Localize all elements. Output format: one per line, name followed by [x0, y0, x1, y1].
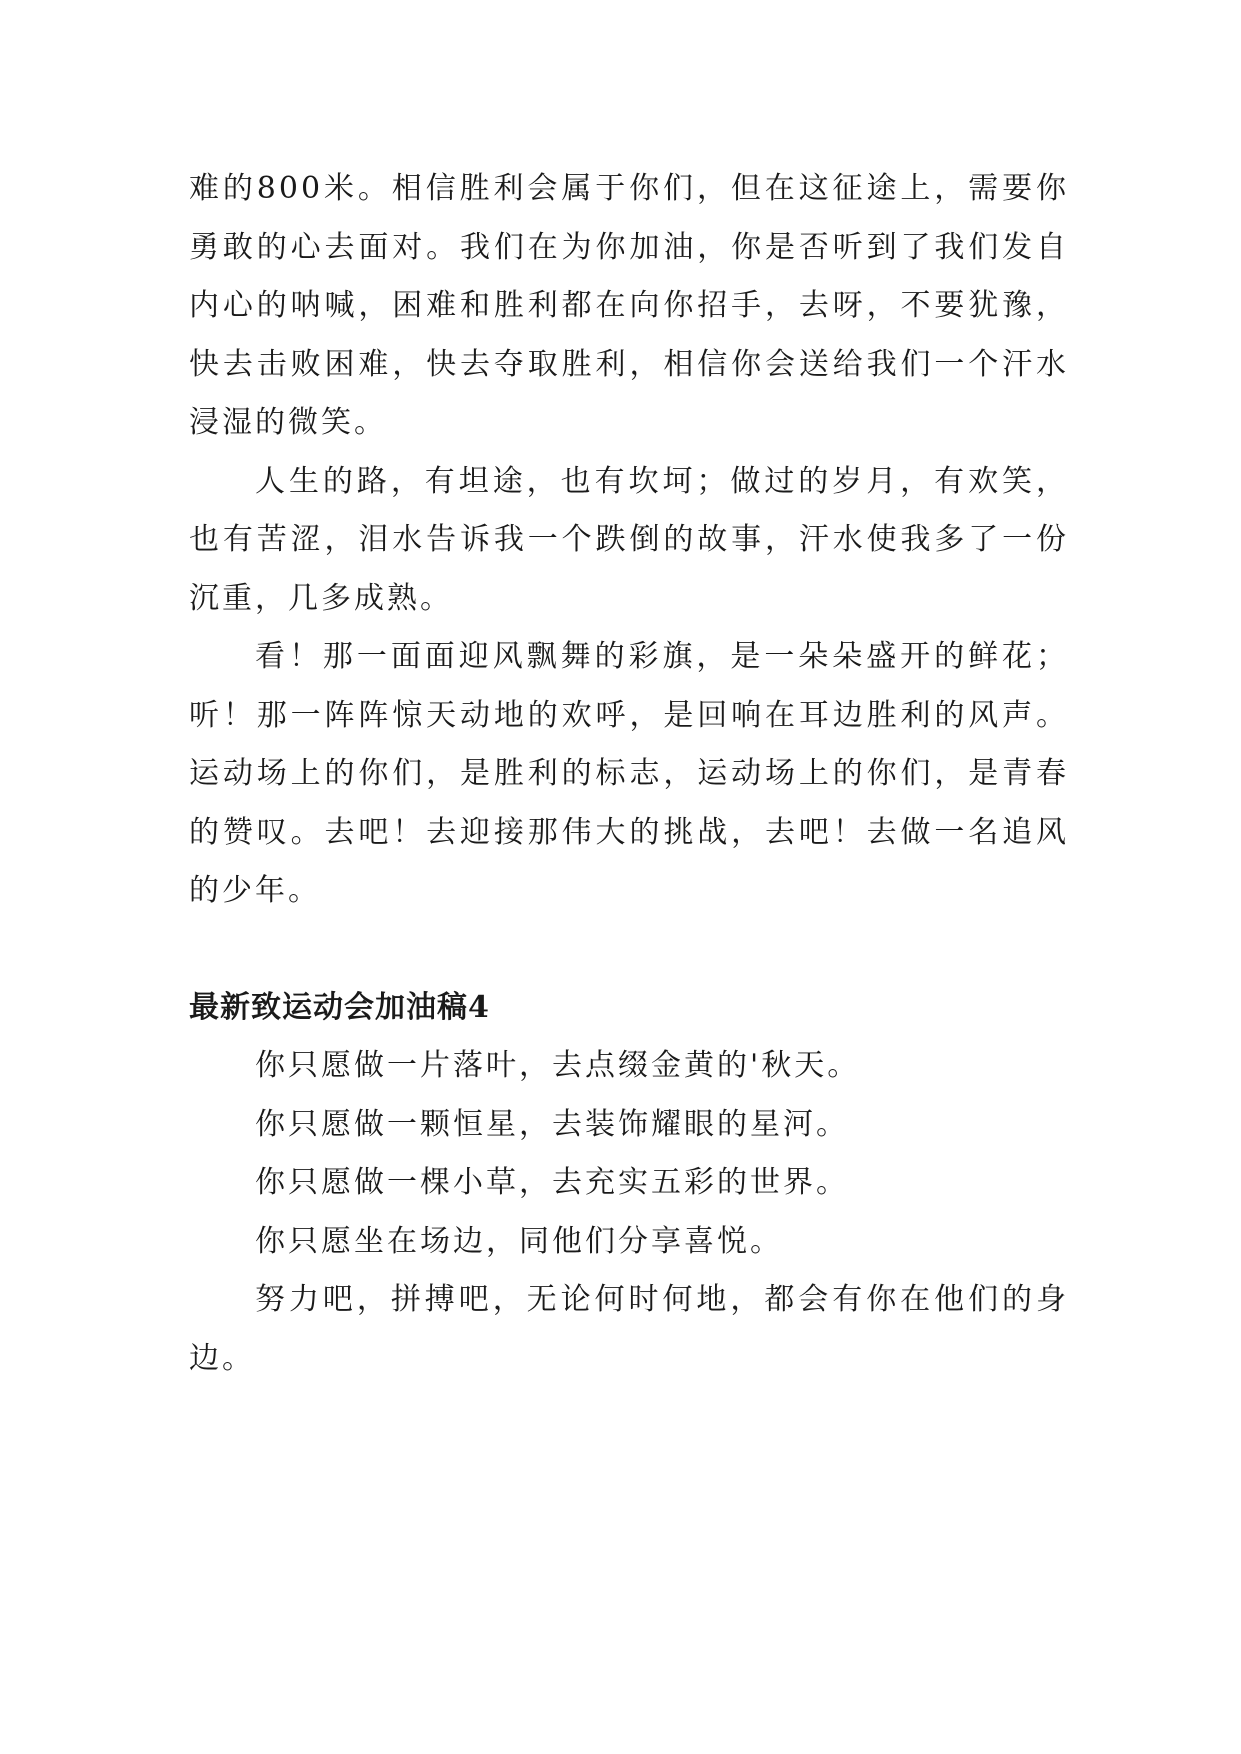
section-title: 最新致运动会加油稿4 — [189, 989, 490, 1025]
paragraph-sideline: 你只愿坐在场边，同他们分享喜悦。 — [255, 1223, 783, 1259]
paragraph-star: 你只愿做一颗恒星，去装饰耀眼的星河。 — [255, 1106, 849, 1142]
paragraph-continuation: 难的800米。相信胜利会属于你们，但在这征途上，需要你勇敢的心去面对。我们在为你加油，你是否听到了我们发自内心的呐喊，困难和胜利都在向你招手，去呀，不要犹豫，快去击败困难，快去夺取胜利，相信你会送给我们一个汗水浸湿的微笑。 — [189, 171, 1069, 440]
paragraph-grass: 你只愿做一棵小草，去充实五彩的世界。 — [255, 1165, 849, 1200]
paragraph-flags: 看！那一面面迎风飘舞的彩旗，是一朵朵盛开的鲜花；听！那一阵阵惊天动地的欢呼，是回响在耳边胜利的风声。运动场上的你们，是胜利的标志，运动场上的你们，是青春的赞叹。去吧！去迎接那伟大的挑战，去吧！去做一名追风的少年。 — [189, 639, 1069, 908]
paragraph-life-road: 人生的路，有坦途，也有坎坷；做过的岁月，有欢笑，也有苦涩，泪水告诉我一个跌倒的故事，汗水使我多了一份沉重，几多成熟。 — [189, 463, 1069, 616]
document-body — [189, 160, 1069, 1388]
paragraph-leaf: 你只愿做一片落叶，去点缀金黄的'秋天。 — [255, 1048, 861, 1083]
paragraph-strive: 努力吧，拼搏吧，无论何时何地，都会有你在他们的身边。 — [189, 1282, 1069, 1376]
